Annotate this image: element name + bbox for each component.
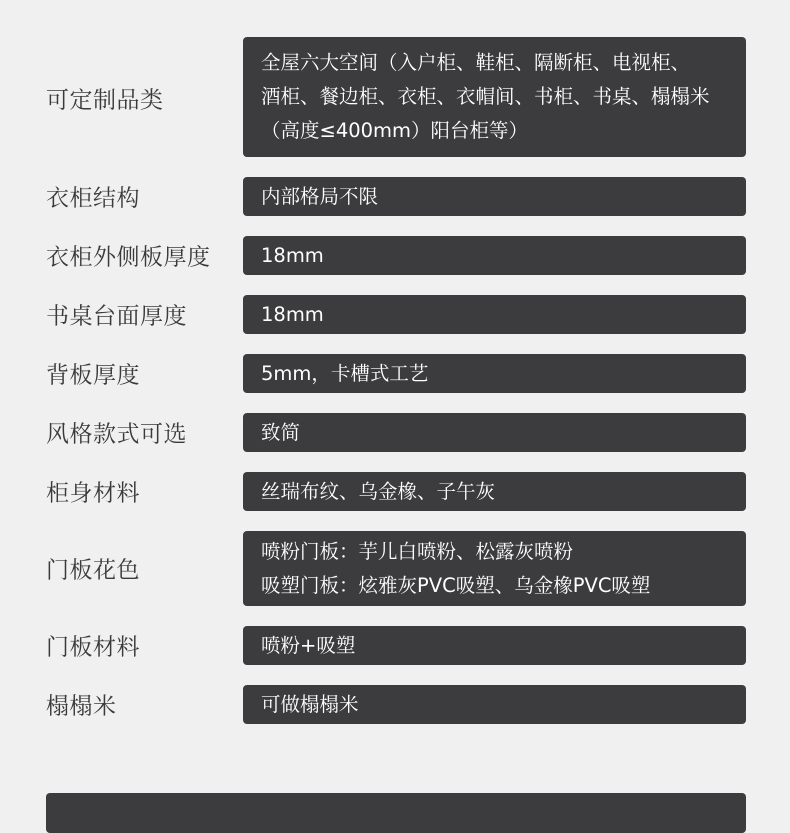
spec-value <box>243 295 746 334</box>
spec-label: 可定制品类 <box>46 87 164 114</box>
spec-value-line: 可做榻榻米 <box>261 692 359 716</box>
spec-label: 衣柜结构 <box>46 185 140 212</box>
spec-value-line: 5mm，卡槽式工艺 <box>261 361 429 385</box>
spec-value-line: 喷粉门板：芋儿白喷粉、松露灰喷粉 <box>261 539 574 563</box>
spec-label: 风格款式可选 <box>46 421 187 448</box>
spec-label: 榻榻米 <box>46 693 117 720</box>
spec-value <box>243 236 746 275</box>
spec-value-line: 内部格局不限 <box>261 184 379 208</box>
spec-value <box>243 413 746 452</box>
spec-value <box>243 531 746 606</box>
spec-label: 门板材料 <box>46 634 140 661</box>
spec-value-line: 致简 <box>261 420 301 444</box>
spec-value <box>243 354 746 393</box>
spec-value-line: 丝瑞布纹、乌金橡、子午灰 <box>261 479 496 503</box>
spec-value <box>243 177 746 216</box>
spec-label: 衣柜外侧板厚度 <box>46 244 211 271</box>
spec-value-line: 全屋六大空间（入户柜、鞋柜、隔断柜、电视柜、 <box>261 51 691 74</box>
spec-value <box>243 626 746 665</box>
spec-value <box>243 472 746 511</box>
spec-label: 背板厚度 <box>46 362 140 389</box>
spec-value <box>243 685 746 724</box>
spec-label: 柜身材料 <box>46 480 140 507</box>
spec-value-line: 吸塑门板：炫雅灰PVC吸塑、乌金橡PVC吸塑 <box>261 573 651 597</box>
spec-label: 门板花色 <box>46 557 140 584</box>
footer-bar <box>46 793 746 833</box>
spec-label: 书桌台面厚度 <box>46 303 187 330</box>
spec-value <box>243 37 746 157</box>
spec-value-line: 18mm <box>261 243 324 267</box>
spec-value-line: 18mm <box>261 302 324 326</box>
spec-value-line: 喷粉+吸塑 <box>261 633 356 657</box>
spec-value-line: （高度≤400mm）阳台柜等） <box>261 119 529 142</box>
spec-value-line: 酒柜、餐边柜、衣柜、衣帽间、书柜、书桌、榻榻米 <box>261 85 710 108</box>
